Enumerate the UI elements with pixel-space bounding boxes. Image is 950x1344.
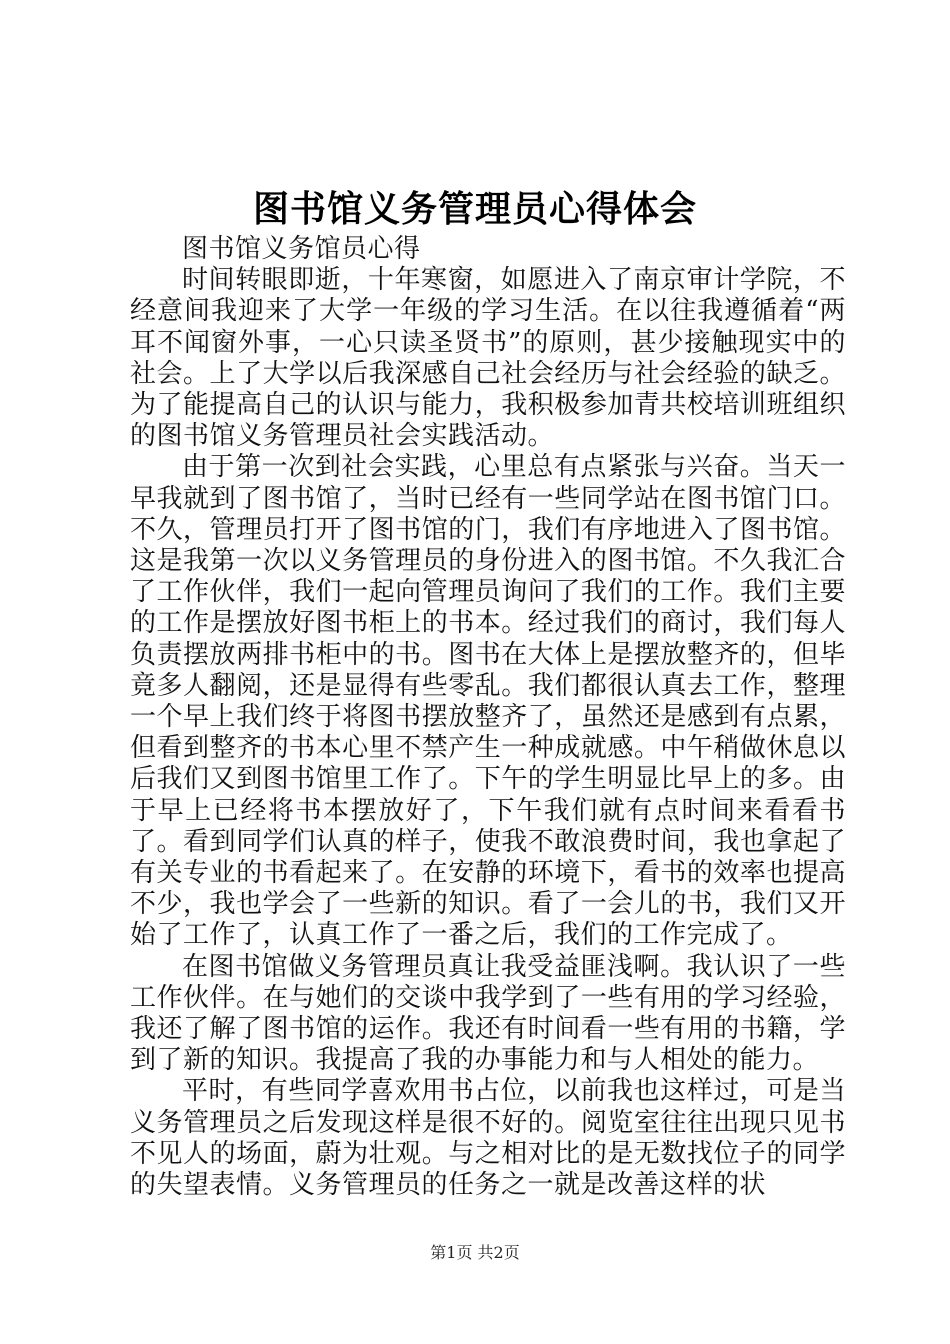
paragraph: 时间转眼即逝，十年寒窗，如愿进入了南京审计学院，不经意间我迎来了大学一年级的学习生活。在以往我遵循着“两耳不闻窗外事，一心只读圣贤书”的原则，甚少接触现实中的社会。上了大学以后我深感自己社会经历与社会经验的缺乏。为了能提高自己的认识与能力，我积极参加青共校培训班组织的图书馆义务管理员社会实践活动。 [130, 265, 846, 452]
page-footer: 第1页 共2页 [430, 1243, 520, 1262]
paragraph-subtitle: 图书馆义务馆员心得 [182, 234, 421, 264]
paragraph: 在图书馆做义务管理员真让我受益匪浅啊。我认识了一些工作伙伴。在与她们的交谈中我学到了一些有用的学习经验，我还了解了图书馆的运作。我还有时间看一些有用的书籍，学到了新的知识。我提高了我的办事能力和与人相处的能力。 [130, 951, 846, 1076]
paragraph: 由于第一次到社会实践，心里总有点紧张与兴奋。当天一早我就到了图书馆了，当时已经有一些同学站在图书馆门口。不久，管理员打开了图书馆的门，我们有序地进入了图书馆。这是我第一次以义务管理员的身份进入的图书馆。不久我汇合了工作伙伴，我们一起向管理员询问了我们的工作。我们主要的工作是摆放好图书柜上的书本。经过我们的商讨，我们每人负责摆放两排书柜中的书。图书在大体上是摆放整齐的，但毕竟多人翻阅，还是显得有些零乱。我们都很认真去工作，整理一个早上我们终于将图书摆放整齐了，虽然还是感到有点累，但看到整齐的书本心里不禁产生一种成就感。中午稍做休息以后我们又到图书馆里工作了。下午的学生明显比早上的多。由于早上已经将书本摆放好了，下午我们就有点时间来看看书了。看到同学们认真的样子，使我不敢浪费时间，我也拿起了有关专业的书看起来了。在安静的环境下，看书的效率也提高不少，我也学会了一些新的知识。看了一会儿的书，我们又开始了工作了，认真工作了一番之后，我们的工作完成了。 [130, 452, 846, 951]
paragraph: 平时，有些同学喜欢用书占位，以前我也这样过，可是当义务管理员之后发现这样是很不好的。阅览室往往出现只见书不见人的场面，蔚为壮观。与之相对比的是无数找位子的同学的失望表情。义务管理员的任务之一就是改善这样的状 [130, 1076, 846, 1201]
document-body [130, 234, 846, 1201]
document-title: 图书馆义务管理员心得体会 [252, 189, 697, 230]
